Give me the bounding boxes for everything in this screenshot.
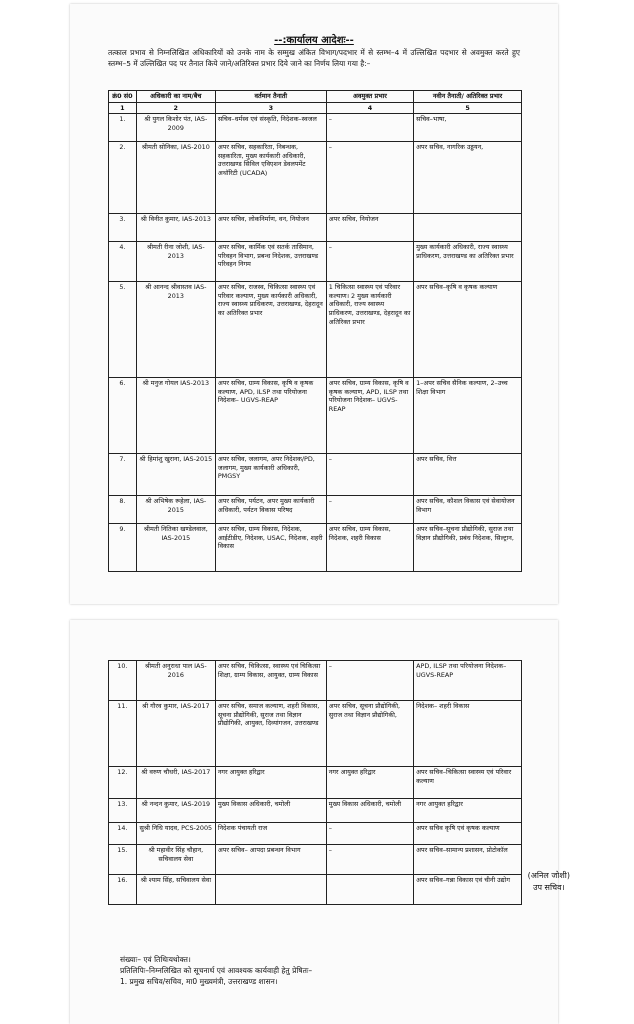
table-row <box>109 142 522 214</box>
new-posting-cell: नगर आयुक्त हरिद्वार <box>414 799 522 823</box>
signatory-name: (अनिल जोशी) <box>527 871 570 880</box>
officer-name-cell: श्री विनीत कुमार, IAS-2013 <box>136 214 215 242</box>
relieved-charge-cell: अपर सचिव, ग्राम्य विकास, निदेशक, शहरी विकास <box>326 524 413 572</box>
serial-cell: 5. <box>109 282 137 378</box>
table-header-row <box>109 91 522 103</box>
new-posting-cell: मुख्य कार्यकारी अधिकारी, राज्य स्वास्थ्य प्राधिकरण, उत्तराखण्ड का अतिरिक्त प्रभार <box>414 242 522 282</box>
current-posting-cell: सचिव–धर्मस्व एवं संस्कृति, निदेशक–स्वजल <box>215 114 326 142</box>
relieved-charge-cell <box>326 875 413 905</box>
current-posting-cell: नगर आयुक्त हरिद्वार <box>215 767 326 799</box>
col-number: 5 <box>414 102 522 114</box>
serial-cell: 13. <box>109 799 137 823</box>
new-posting-cell: अपर सचिव कृषि एवं कृषक कल्याण <box>414 823 522 845</box>
document-page-1 <box>70 4 558 604</box>
table-row <box>109 661 522 701</box>
officer-name-cell: श्री मनुज गोयल IAS-2013 <box>136 378 215 454</box>
serial-cell: 14. <box>109 823 137 845</box>
col-number: 3 <box>215 102 326 114</box>
column-number-row <box>109 102 522 114</box>
table-row <box>109 845 522 875</box>
new-posting-cell: अपर सचिव–चिकित्सा स्वास्थ्य एवं परिवार कल्याण <box>414 767 522 799</box>
current-posting-cell: अपर सचिव, ग्राम्य विकास, कृषि व कृषक कल्याण, APD, ILSP तथा परियोजना निदेशक– UGVS-REAP <box>215 378 326 454</box>
officer-posting-table <box>108 90 522 572</box>
officer-name-cell: श्री हिमांशु खुराना, IAS-2015 <box>136 454 215 496</box>
relieved-charge-cell: – <box>326 661 413 701</box>
new-posting-cell: सचिव–भाषा, <box>414 114 522 142</box>
officer-name-cell: श्रीमती अनुराधा पाल IAS-2016 <box>136 661 215 701</box>
table-row <box>109 496 522 524</box>
relieved-charge-cell: – <box>326 845 413 875</box>
serial-cell: 2. <box>109 142 137 214</box>
officer-name-cell: श्री अभिषेक रूहेला, IAS-2015 <box>136 496 215 524</box>
serial-cell: 10. <box>109 661 137 701</box>
new-posting-cell: अपर सचिव, नागरिक उड्डयन, <box>414 142 522 214</box>
relieved-charge-cell: – <box>326 823 413 845</box>
new-posting-cell: 1–अपर सचिव सैनिक कल्याण, 2–उच्च शिक्षा विभाग <box>414 378 522 454</box>
signature-block <box>528 870 570 894</box>
serial-cell: 12. <box>109 767 137 799</box>
copy-to-line: प्रतिलिपिः–निम्नलिखित को सूचनार्थ एवं आवश्यक कार्यवाही हेतु प्रेषितः– <box>120 966 313 975</box>
current-posting-cell: अपर सचिव– आपदा प्रबन्धन विभाग <box>215 845 326 875</box>
officer-posting-table-continued <box>108 660 522 905</box>
serial-cell: 6. <box>109 378 137 454</box>
new-posting-cell: APD, ILSP तथा परियोजना निदेशक– UGVS-REAP <box>414 661 522 701</box>
serial-cell: 1. <box>109 114 137 142</box>
current-posting-cell: मुख्य विकास अधिकारी, चमोली <box>215 799 326 823</box>
order-title: --:कार्यालय आदेशः-- <box>274 35 354 46</box>
current-posting-cell: अपर सचिव, सहकारिता, निबन्धक, सहकारिता, मुख्य कार्यकारी अधिकारी, उत्तराखण्ड सिविल एविएशन डेवलपमेंट अथॉरिटी (UCADA) <box>215 142 326 214</box>
col-header-new-posting: नवीन तैनाती/ अतिरिक्त प्रभार <box>414 91 522 103</box>
table-row <box>109 767 522 799</box>
officer-name-cell: श्री महावीर सिंह चौहान, सचिवालय सेवा <box>136 845 215 875</box>
col-number: 1 <box>109 102 137 114</box>
serial-cell: 15. <box>109 845 137 875</box>
officer-name-cell: श्री श्याम सिंह, सचिवालय सेवा <box>136 875 215 905</box>
officer-name-cell: श्री नन्दन कुमार, IAS-2019 <box>136 799 215 823</box>
col-header-officer: अधिकारी का नाम/बैच <box>136 91 215 103</box>
serial-cell: 16. <box>109 875 137 905</box>
relieved-charge-cell: – <box>326 454 413 496</box>
new-posting-cell <box>414 214 522 242</box>
relieved-charge-cell: – <box>326 496 413 524</box>
officer-name-cell: श्री गौरव कुमार, IAS-2017 <box>136 701 215 767</box>
officer-name-cell: श्री वरुण चौधरी, IAS-2017 <box>136 767 215 799</box>
new-posting-cell: अपर सचिव–सूचना प्रौद्योगिकी, सुराज तथा विज्ञान प्रौद्योगिकी, प्रबंध निदेशक, सिल्ट्रान, <box>414 524 522 572</box>
current-posting-cell <box>215 875 326 905</box>
reference-number-line: संख्याः– एवं तिथिःयथोक्त। <box>120 955 191 964</box>
table-row <box>109 823 522 845</box>
table-body-page-1 <box>109 114 522 572</box>
officer-name-cell: सुश्री निधि यादव, PCS-2005 <box>136 823 215 845</box>
new-posting-cell: अपर सचिव–सामान्य प्रशासन, प्रोटोकॉल <box>414 845 522 875</box>
distribution-footer <box>120 954 312 987</box>
table-row <box>109 282 522 378</box>
col-header-current-posting: वर्तमान तैनाती <box>215 91 326 103</box>
serial-cell: 4. <box>109 242 137 282</box>
relieved-charge-cell: – <box>326 242 413 282</box>
new-posting-cell: अपर सचिव–कृषि व कृषक कल्याण <box>414 282 522 378</box>
serial-cell: 7. <box>109 454 137 496</box>
current-posting-cell: निदेशक पंचायती राज <box>215 823 326 845</box>
officer-name-cell: श्रीमती रीना जोशी, IAS-2013 <box>136 242 215 282</box>
table-row <box>109 378 522 454</box>
current-posting-cell: अपर सचिव, ग्राम्य विकास, निदेशक, आईटीडीए, निदेशक, USAC, निदेशक, शहरी विकास <box>215 524 326 572</box>
serial-cell: 8. <box>109 496 137 524</box>
table-row <box>109 214 522 242</box>
col-number: 4 <box>326 102 413 114</box>
table-row <box>109 114 522 142</box>
col-number: 2 <box>136 102 215 114</box>
relieved-charge-cell: – <box>326 114 413 142</box>
table-row <box>109 454 522 496</box>
officer-name-cell: श्रीमती नितिका खण्डेलवाल, IAS-2015 <box>136 524 215 572</box>
table-row <box>109 799 522 823</box>
officer-name-cell: श्रीमती सोनिका, IAS-2010 <box>136 142 215 214</box>
signatory-designation: उप सचिव। <box>533 883 565 892</box>
relieved-charge-cell: अपर सचिव, सूचना प्रौद्योगिकी, सुराज तथा विज्ञान प्रौद्योगिकी, <box>326 701 413 767</box>
table-row <box>109 242 522 282</box>
serial-cell: 9. <box>109 524 137 572</box>
table-row <box>109 875 522 905</box>
col-header-serial: क्रं0 सं0 <box>109 91 137 103</box>
serial-cell: 11. <box>109 701 137 767</box>
new-posting-cell: निदेशक– शहरी विकास <box>414 701 522 767</box>
current-posting-cell: अपर सचिव, पर्यटन, अपर मुख्य कार्यकारी अधिकारी, पर्यटन विकास परिषद <box>215 496 326 524</box>
relieved-charge-cell: नगर आयुक्त हरिद्वार <box>326 767 413 799</box>
order-intro-text: तत्काल प्रभाव से निम्नलिखित अधिकारियों को उनके नाम के सम्मुख अंकित विभाग/पदभार में से स्तम्भ–4 में उल्लिखित पदभार से अवमुक्त करते हुए स्तम्भ–5 में उल्लिखित पद पर तैनात किये जाने/अतिरिक्त प्रभार दिये जाने का निर्णय लिया गया है:– <box>108 48 520 68</box>
relieved-charge-cell: अपर सचिव, ग्राम्य विकास, कृषि व कृषक कल्याण, APD, ILSP तथा परियोजना निदेशक– UGVS-REAP <box>326 378 413 454</box>
relieved-charge-cell: 1 चिकित्सा स्वास्थ्य एवं परिवार कल्याण। 2 मुख्य कार्यकारी अधिकारी, राज्य स्वास्थ्य प्राधिकरण, उत्तराखण्ड, देहरादून का अतिरिक्त प्रभार <box>326 282 413 378</box>
table-row <box>109 701 522 767</box>
new-posting-cell: अपर सचिव, वित्त <box>414 454 522 496</box>
table-row <box>109 524 522 572</box>
current-posting-cell: अपर सचिव, लोकनिर्माण, वन, नियोजन <box>215 214 326 242</box>
relieved-charge-cell: मुख्य विकास अधिकारी, चमोली <box>326 799 413 823</box>
officer-name-cell: श्री युगल किशोर पंत, IAS-2009 <box>136 114 215 142</box>
new-posting-cell: अपर सचिव–गन्ना विकास एवं चीनी उद्योग <box>414 875 522 905</box>
current-posting-cell: अपर सचिव, जलागम, अपर निदेशक/PD, जलागम, मुख्य कार्यकारी अधिकारी, PMGSY <box>215 454 326 496</box>
col-header-relieved-charge: अवमुक्त प्रभार <box>326 91 413 103</box>
current-posting-cell: अपर सचिव, समाज कल्याण, शहरी विकास, सूचना प्रौद्योगिकी, सुराज तथा विज्ञान प्रौद्योगिकी, आयुक्त, दिव्यांगजन, उत्तराखण्ड <box>215 701 326 767</box>
current-posting-cell: अपर सचिव, राजस्व, चिकित्सा स्वास्थ्य एवं परिवार कल्याण, मुख्य कार्यकारी अधिकारी, राज्य स्वास्थ्य प्राधिकरण, उत्तराखण्ड, देहरादून का अतिरिक्त प्रभार <box>215 282 326 378</box>
serial-cell: 3. <box>109 214 137 242</box>
relieved-charge-cell: अपर सचिव, नियोजन <box>326 214 413 242</box>
recipient-line: 1. प्रमुख सचिव/सचिव, मा0 मुख्यमंत्री, उत्तराखण्ड शासन। <box>120 977 278 986</box>
current-posting-cell: अपर सचिव, चिकित्सा, स्वास्थ्य एवं चिकित्सा शिक्षा, ग्राम्य विकास, आयुक्त, ग्राम्य विकास <box>215 661 326 701</box>
officer-name-cell: श्री आनन्द श्रीवास्तव IAS-2013 <box>136 282 215 378</box>
relieved-charge-cell: – <box>326 142 413 214</box>
current-posting-cell: अपर सचिव, कार्मिक एवं सतर्क तासिमान, परिवहन विभाग, प्रबन्ध निदेशक, उत्तराखण्ड परिवहन निगम <box>215 242 326 282</box>
table-body-page-2 <box>109 661 522 905</box>
new-posting-cell: अपर सचिव, कौशल विकास एवं सेवायोजन विभाग <box>414 496 522 524</box>
